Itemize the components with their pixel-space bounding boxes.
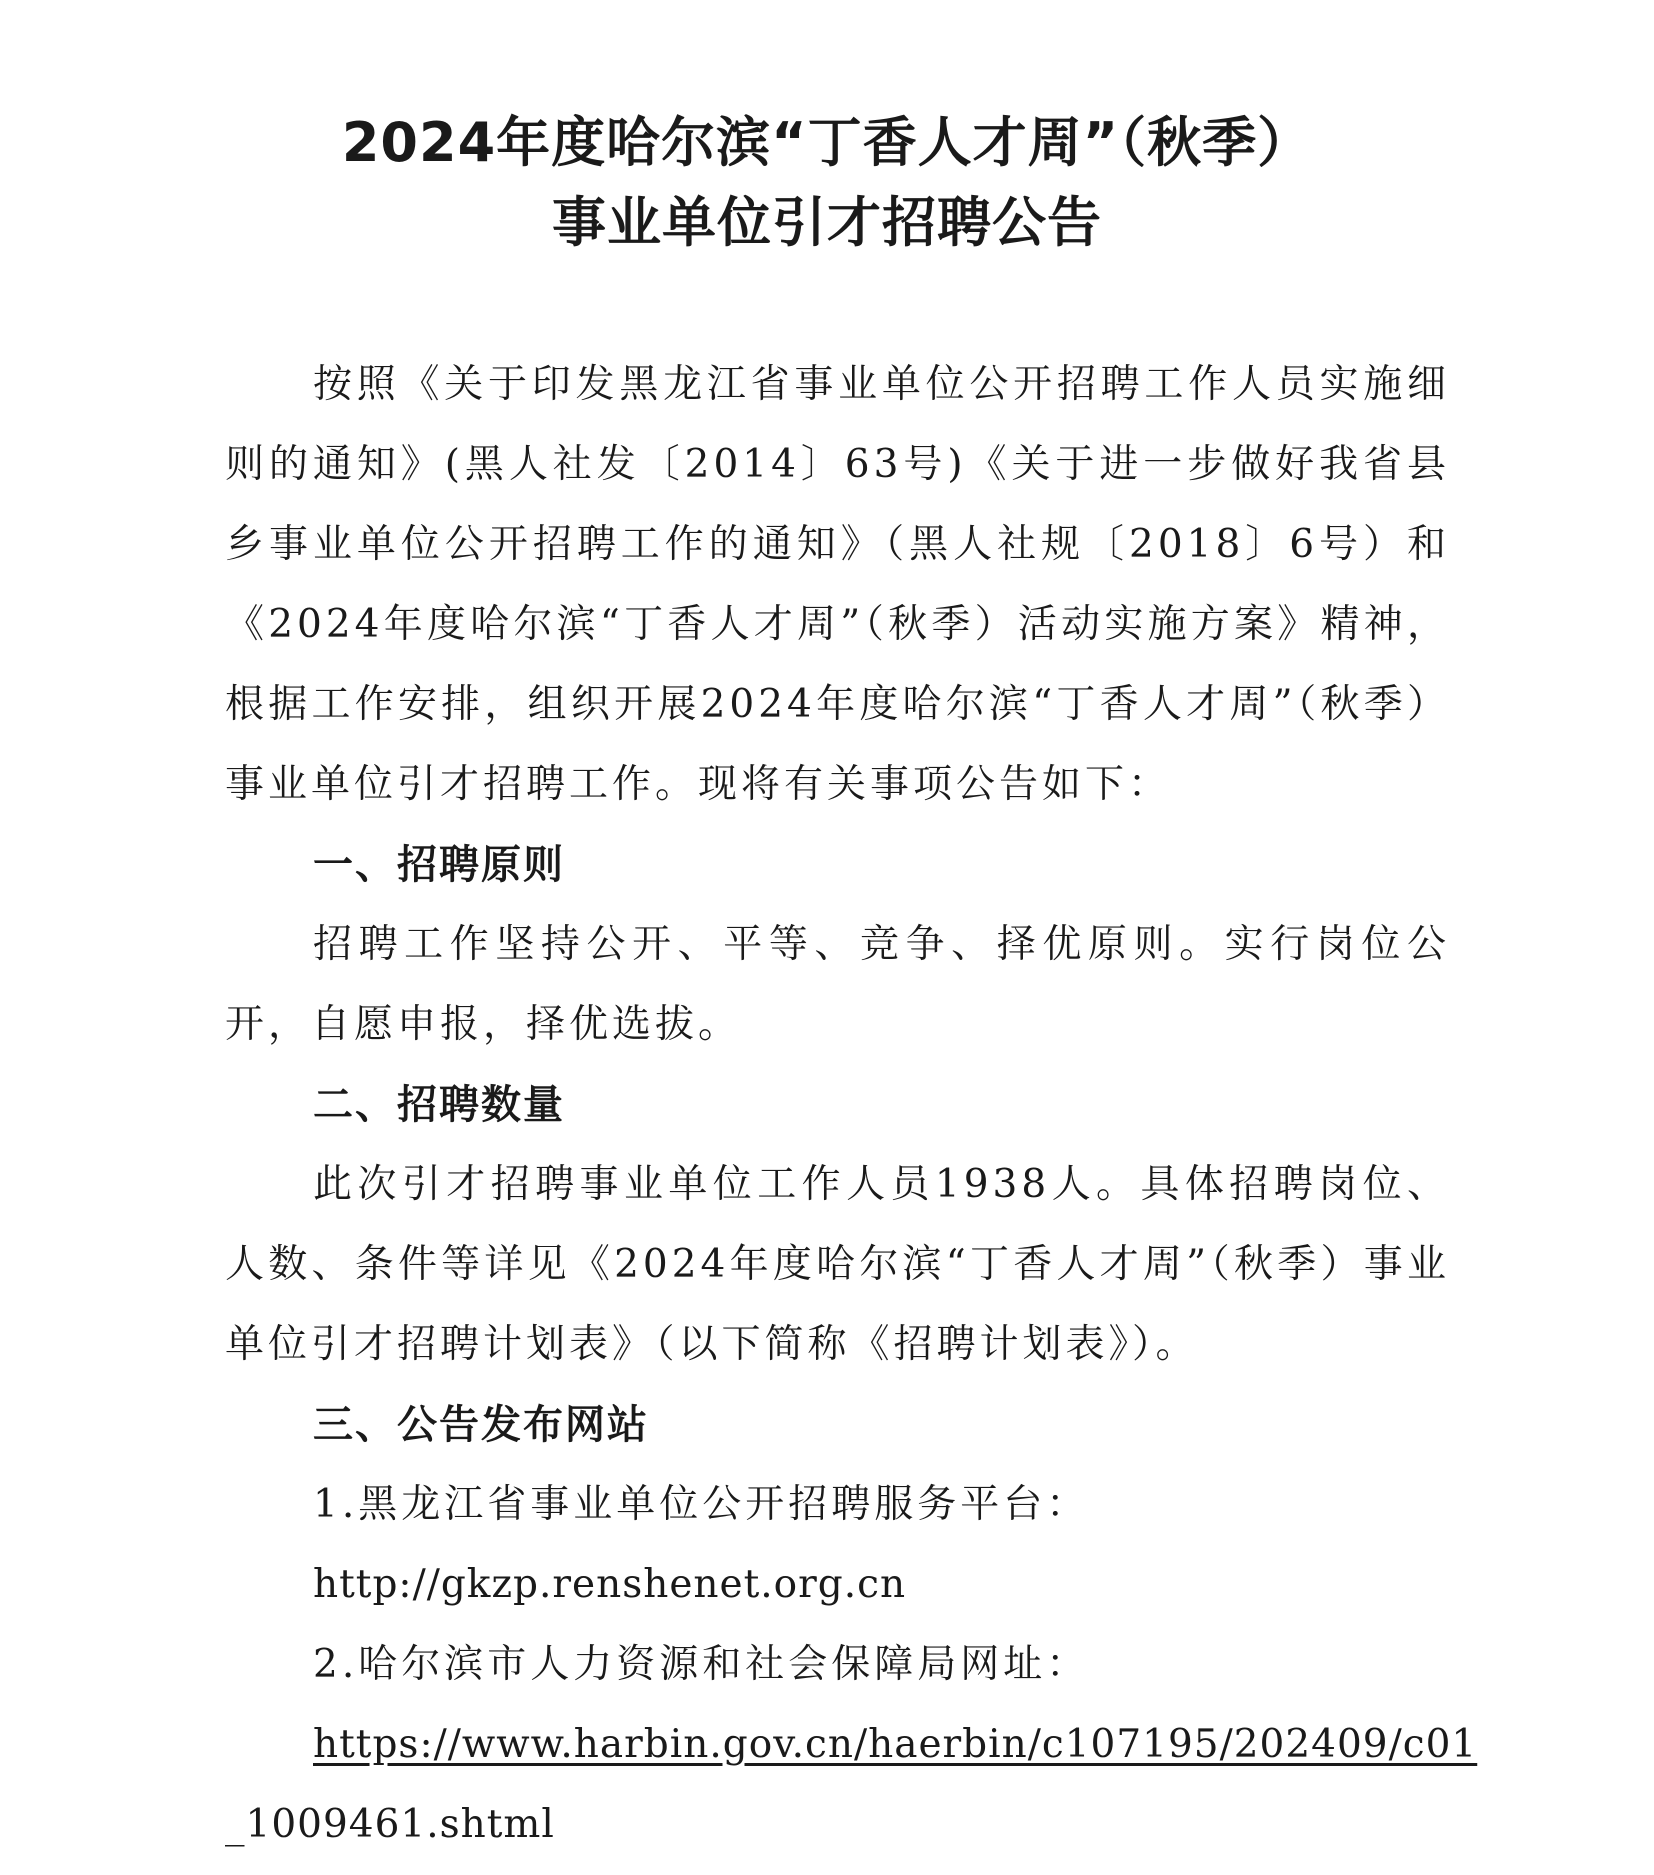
website-item-1-label: 1.黑龙江省事业单位公开招聘服务平台： (313, 1482, 1090, 1527)
section-text-quantity: 此次引才招聘事业单位工作人员1938人。具体招聘岗位、人数、条件等详见《2024年度哈尔滨“丁香人才周”（秋季）事业单位引才招聘计划表》（以下简称《招聘计划表》）。 (225, 1162, 1450, 1367)
intro-paragraph: 按照《关于印发黑龙江省事业单位公开招聘工作人员实施细则的通知》(黑人社发〔2014〕63号)《关于进一步做好我省县乡事业单位公开招聘工作的通知》（黑人社规〔2018〕6号）和《2024年度哈尔滨“丁香人才周”（秋季）活动实施方案》精神，根据工作安排，组织开展2024年度哈尔滨“丁香人才周”（秋季）事业单位引才招聘工作。现将有关事项公告如下： (225, 362, 1450, 807)
section-heading-websites: 三、公告发布网站 (313, 1402, 649, 1448)
website-item-2-label: 2.哈尔滨市人力资源和社会保障局网址： (313, 1642, 1090, 1687)
document-title-line-1: 2024年度哈尔滨“丁香人才周”（秋季） (341, 111, 1313, 174)
document-title-line-2: 事业单位引才招聘公告 (552, 191, 1102, 254)
section-text-principles: 招聘工作坚持公开、平等、竞争、择优原则。实行岗位公开，自愿申报，择优选拔。 (225, 922, 1450, 1047)
document-body (225, 345, 1478, 1865)
section-heading-principles: 一、招聘原则 (313, 842, 565, 888)
website-item-1-url: http://gkzp.renshenet.org.cn (313, 1562, 907, 1607)
section-heading-quantity: 二、招聘数量 (313, 1082, 565, 1128)
website-item-2-url-line-2: _1009461.shtml (225, 1802, 555, 1847)
website-item-2-url-line-1 (225, 1705, 1478, 1785)
website-item-2-link[interactable]: https://www.harbin.gov.cn/haerbin/c107195/202409/c01 (313, 1722, 1478, 1767)
